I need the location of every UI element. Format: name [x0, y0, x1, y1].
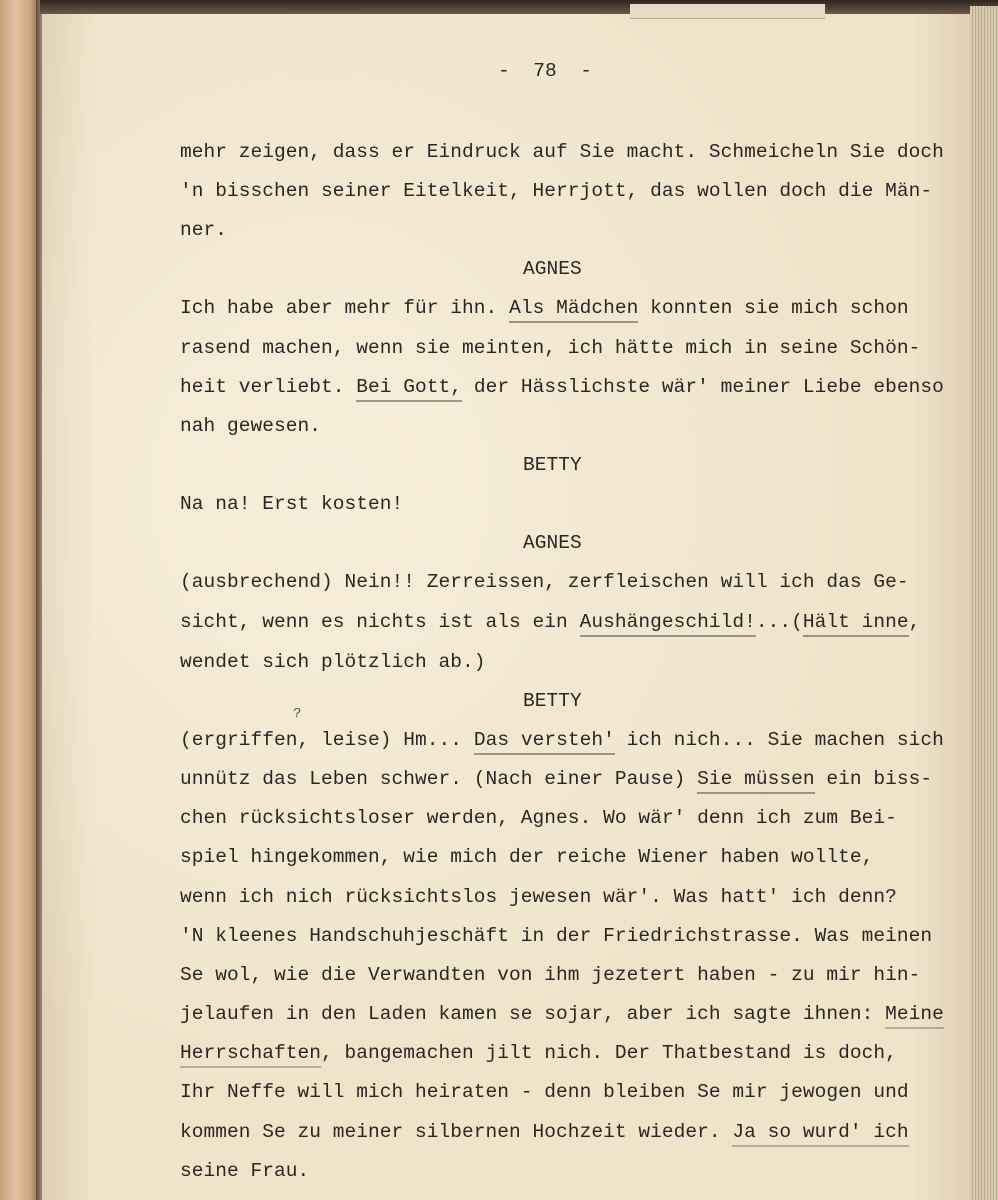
underlined-text: Aushängeschild! — [580, 611, 756, 637]
text-line: Ihr Neffe will mich heiraten - denn bleiben Se mir jewogen und — [180, 1081, 909, 1103]
text-line: 'n bisschen seiner Eitelkeit, Herrjott, das wollen doch die Män- — [180, 180, 933, 202]
pencil-mark: ? — [293, 706, 302, 722]
underlined-text: Hält inne — [803, 611, 909, 637]
text-segment: unnütz das Leben schwer. (Nach einer Pause) — [180, 768, 698, 790]
text-line — [180, 376, 944, 398]
underlined-text: Herrschaften — [180, 1042, 321, 1068]
text-segment: ich nich... Sie machen sich — [614, 729, 944, 751]
text-segment: konnten sie mich schon — [638, 297, 909, 319]
text-line: (ausbrechend) Nein!! Zerreissen, zerfleischen will ich das Ge- — [180, 571, 909, 593]
top-edge — [40, 0, 998, 14]
text-line: wenn ich nich rücksichtslos jewesen wär'. Was hatt' ich denn? — [180, 886, 897, 908]
text-segment: (ergriffen, leise) Hm... — [180, 729, 474, 751]
text-segment: sicht, wenn es nichts ist als ein — [180, 611, 580, 633]
speaker-name: BETTY — [523, 454, 582, 476]
text-line: Se wol, wie die Verwandten von ihm jezetert haben - zu mir hin- — [180, 964, 921, 986]
underlined-text: Ja so wurd' ich — [732, 1121, 908, 1147]
page-number: - 78 - — [498, 60, 593, 82]
text-line — [180, 729, 944, 751]
text-line — [180, 1003, 944, 1025]
speaker-name: BETTY — [523, 690, 582, 712]
text-segment: kommen Se zu meiner silbernen Hochzeit wieder. — [180, 1121, 733, 1143]
text-line — [180, 768, 932, 790]
text-segment: ein biss- — [814, 768, 933, 790]
speaker-name: AGNES — [523, 532, 582, 554]
text-line — [180, 1042, 897, 1064]
underlined-text: Als Mädchen — [509, 297, 638, 323]
speaker-name: AGNES — [523, 258, 582, 280]
text-segment: , — [908, 611, 921, 633]
text-segment: Ich habe aber mehr für ihn. — [180, 297, 510, 319]
text-line: spiel hingekommen, wie mich der reiche Wiener haben wollte, — [180, 846, 874, 868]
text-line — [180, 1121, 909, 1143]
underlined-text: Sie müssen — [697, 768, 815, 794]
text-line — [180, 611, 920, 633]
book-binding — [0, 0, 40, 1200]
text-line — [180, 297, 909, 319]
text-segment: , bangemachen jilt nich. Der Thatbestand is doch, — [321, 1042, 897, 1064]
text-segment: heit verliebt. — [180, 376, 357, 398]
underlined-text: Meine — [885, 1003, 944, 1029]
text-segment: ...( — [755, 611, 803, 633]
text-line: rasend machen, wenn sie meinten, ich hätte mich in seine Schön- — [180, 337, 921, 359]
text-line: wendet sich plötzlich ab.) — [180, 651, 486, 673]
underlined-text: Das versteh' — [474, 729, 615, 755]
text-line: ner. — [180, 219, 228, 241]
text-line: chen rücksichtsloser werden, Agnes. Wo wär' denn ich zum Bei- — [180, 807, 897, 829]
text-segment: jelaufen in den Laden kamen se sojar, aber ich sagte ihnen: — [180, 1003, 886, 1025]
text-line: nah gewesen. — [180, 415, 322, 437]
page-tab — [630, 4, 825, 19]
underlined-text: Bei Gott, — [356, 376, 462, 402]
text-line: Na na! Erst kosten! — [180, 493, 404, 515]
text-line: 'N kleenes Handschuhjeschäft in der Friedrichstrasse. Was meinen — [180, 925, 933, 947]
text-segment: der Hässlichste wär' meiner Liebe ebenso — [462, 376, 944, 398]
text-line: seine Frau. — [180, 1160, 310, 1182]
text-line: mehr zeigen, dass er Eindruck auf Sie macht. Schmeicheln Sie doch — [180, 141, 944, 163]
page-stack-edge — [970, 6, 998, 1200]
